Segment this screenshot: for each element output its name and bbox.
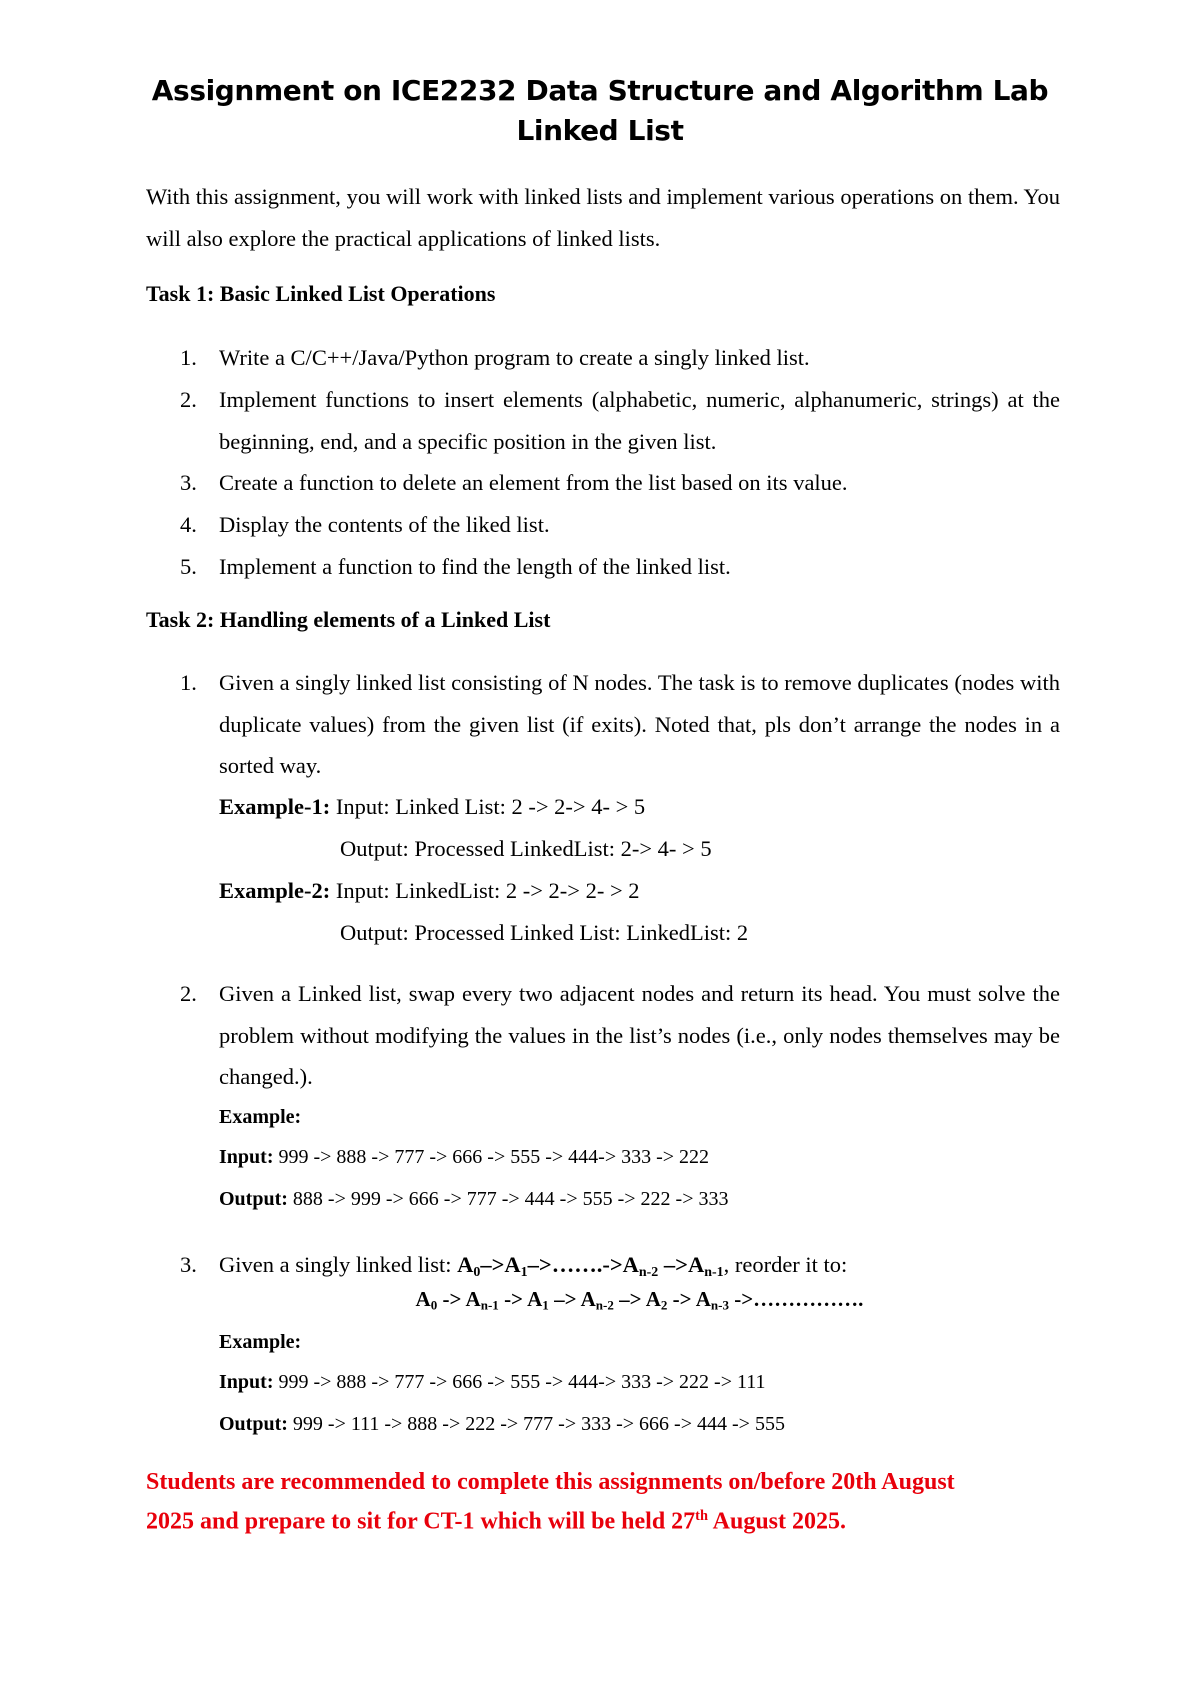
swap-example-input <box>219 1143 709 1171</box>
output-value: 999 -> 111 -> 888 -> 222 -> 777 -> 333 -> 666 -> 444 -> 555 <box>287 1413 785 1435</box>
swap-example-output <box>219 1185 728 1213</box>
deadline-notice-line: Students are recommended to complete this assignments on/before 20th August <box>146 1469 955 1495</box>
reorder-example-output <box>219 1410 785 1438</box>
input-value: 999 -> 888 -> 777 -> 666 -> 555 -> 444-> 333 -> 222 <box>273 1146 710 1168</box>
example-label: Example-1: <box>219 794 331 819</box>
reorder-example-label: Example: <box>219 1331 302 1353</box>
task1-item-number: 4. <box>180 512 197 537</box>
task1-heading: Task 1: Basic Linked List Operations <box>146 281 496 306</box>
task2-item-text: Given a singly linked list consisting of N nodes. The task is to remove duplicates (nodes with duplicate values) from the given list (if exits). Noted that, pls don’t arrange the nodes in a sorted way. <box>219 670 1060 778</box>
reorder-example-input <box>219 1368 766 1396</box>
example-1-output: Output: Processed LinkedList: 2-> 4- > 5 <box>340 836 712 861</box>
task2-heading: Task 2: Handling elements of a Linked List <box>146 607 551 632</box>
input-label: Input: <box>219 1146 274 1168</box>
task1-item-number: 1. <box>180 345 197 370</box>
swap-example-label: Example: <box>219 1106 302 1128</box>
deadline-notice <box>146 1465 1060 1539</box>
example-1-input <box>219 792 645 822</box>
task2-item-text: Given a singly linked list: $A_0->A_1->\dots\dots.->A_{n-2}$ $->A_{n-1}$, reorder it to: <box>219 1252 848 1280</box>
task2-item-number: 1. <box>180 670 197 695</box>
example-2-output: Output: Processed Linked List: LinkedList: 2 <box>340 920 749 945</box>
input-label: Input: <box>219 1371 274 1393</box>
example-input-text: Input: LinkedList: 2 -> 2-> 2- > 2 <box>330 878 640 903</box>
task1-item-number: 5. <box>180 554 197 579</box>
output-label: Output: <box>219 1413 288 1435</box>
task1-item-text: Implement a function to find the length of the linked list. <box>219 554 731 579</box>
task2-item-text: Given a Linked list, swap every two adjacent nodes and return its head. You must solve the problem without modifying the values in the list’s nodes (i.e., only nodes themselves may be changed.). <box>219 981 1060 1089</box>
output-label: Output: <box>219 1188 288 1210</box>
input-value: 999 -> 888 -> 777 -> 666 -> 555 -> 444-> 333 -> 222 -> 111 <box>273 1371 766 1393</box>
deadline-notice-line: 2025 and prepare to sit for CT-1 which will be held 27th August 2025. <box>146 1508 847 1535</box>
example-label: Example-2: <box>219 878 331 903</box>
reorder-sequence: $A_0 -> A_{n-1} -> A_1 -> A_{n-2} -> A_2 -> A_{n-3}$ ->……………. <box>415 1287 864 1313</box>
task1-item-text: Display the contents of the liked list. <box>219 512 550 537</box>
task2-item-number: 3. <box>180 1252 197 1277</box>
task1-item-number: 2. <box>180 387 197 412</box>
task1-item-text: Create a function to delete an element from the list based on its value. <box>219 470 848 495</box>
document-subtitle: Linked List <box>516 114 684 147</box>
intro-paragraph: With this assignment, you will work with linked lists and implement various operations on them. You will also explore the practical applications of linked lists. <box>146 184 1060 251</box>
output-value: 888 -> 999 -> 666 -> 777 -> 444 -> 555 -> 222 -> 333 <box>287 1188 729 1210</box>
task2-item-number: 2. <box>180 981 197 1006</box>
example-input-text: Input: Linked List: 2 -> 2-> 4- > 5 <box>330 794 646 819</box>
document-title: Assignment on ICE2232 Data Structure and Algorithm Lab <box>151 74 1049 107</box>
task1-item-text: Implement functions to insert elements (alphabetic, numeric, alphanumeric, strings) at the beginning, end, and a specific position in the given list. <box>219 387 1060 454</box>
example-2-input <box>219 876 640 906</box>
task1-item-text: Write a C/C++/Java/Python program to create a singly linked list. <box>219 345 810 370</box>
task1-item-number: 3. <box>180 470 197 495</box>
